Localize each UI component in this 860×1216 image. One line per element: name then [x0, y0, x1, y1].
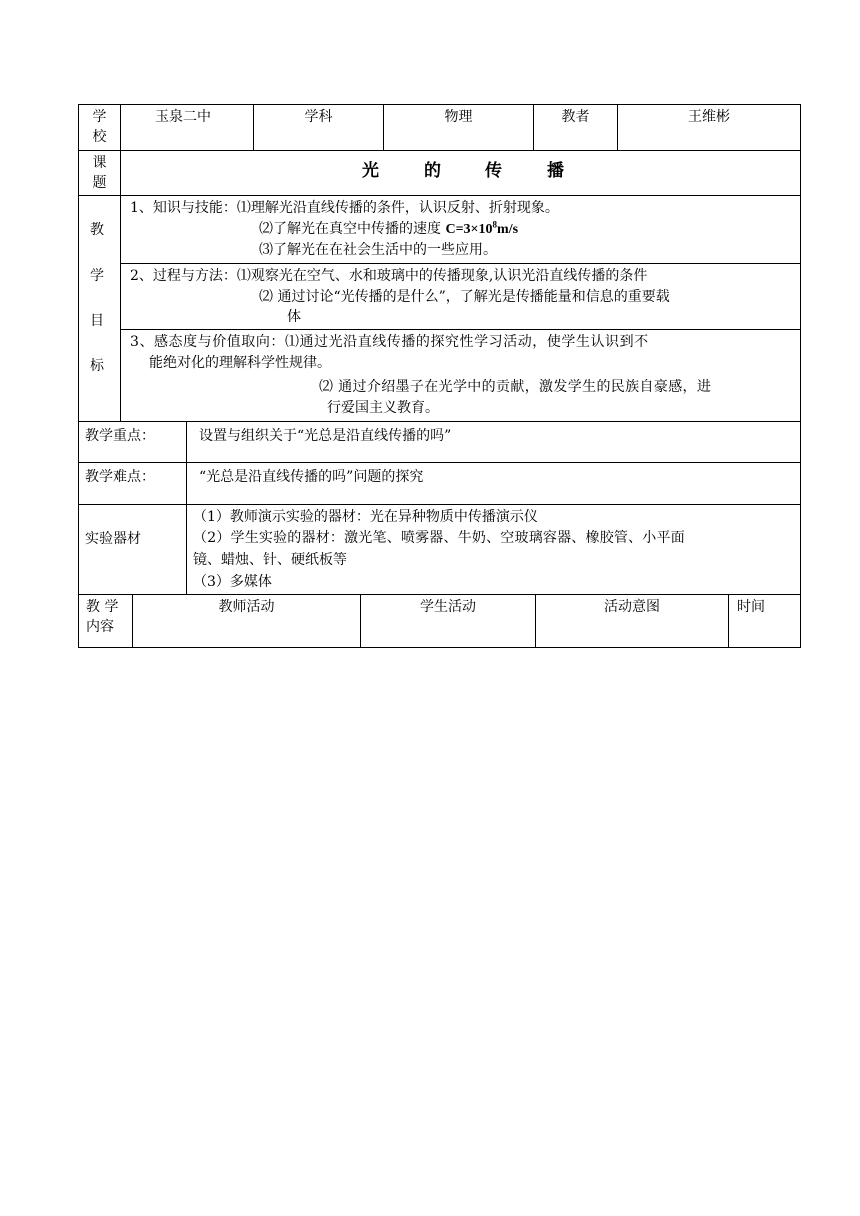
attitude-line-1: 3、感态度与价值取向：⑴通过光沿直线传播的探究性学习活动，使学生认识到不 [130, 334, 649, 350]
time-header: 时间 [737, 599, 765, 615]
subject-label: 学科 [254, 105, 384, 151]
knowledge-line-2-text: ⑵了解光在真空中传播的速度 [259, 221, 446, 237]
equipment-row [78, 505, 801, 595]
process-section [121, 264, 800, 330]
key-point-row [78, 422, 801, 463]
equipment-label: 实验器材 [79, 505, 187, 594]
difficulty-value: “光总是沿直线传播的吗”问题的探究 [199, 469, 424, 485]
objectives-label [79, 196, 121, 421]
topic-title-char-1: 光 [362, 161, 379, 181]
teacher-value: 王维彬 [688, 109, 730, 125]
process-line-2: ⑵ 通过讨论“光传播的是什么”，了解光是传播能量和信息的重要载 [259, 289, 670, 305]
objectives-label-char-4: 标 [90, 358, 104, 374]
content-label-line-1: 教 学 [86, 599, 119, 615]
process-line-1: 2、过程与方法：⑴观察光在空气、水和玻璃中的传播现象,认识光沿直线传播的条件 [130, 268, 648, 284]
header-row [78, 104, 801, 151]
equipment-line-1: （1）教师演示实验的器材：光在异种物质中传播演示仪 [193, 509, 538, 525]
objectives-row [78, 196, 801, 422]
content-header-row [78, 595, 801, 648]
key-point-value: 设置与组织关于“光总是沿直线传播的吗” [199, 428, 452, 444]
topic-title-char-4: 播 [547, 161, 564, 181]
speed-formula: C=3×10 [445, 222, 493, 237]
attitude-section [121, 330, 800, 420]
difficulty-label: 教学难点： [79, 463, 187, 504]
topic-label: 课 题 [79, 151, 121, 195]
knowledge-section [121, 196, 800, 264]
equipment-content [187, 505, 800, 594]
knowledge-line-2 [259, 219, 518, 240]
speed-exponent: 8 [492, 219, 498, 230]
teacher-label: 教者 [534, 105, 618, 151]
knowledge-line-1: 1、知识与技能：⑴理解光沿直线传播的条件，认识反射、折射现象。 [130, 200, 559, 216]
equipment-line-3: 镜、蜡烛、针、硬纸板等 [193, 552, 347, 568]
teacher-activity-header: 教师活动 [133, 595, 361, 647]
attitude-line-3: ⑵ 通过介绍墨子在光学中的贡献，激发学生的民族自豪感，进 [319, 379, 712, 395]
objectives-label-char-1: 教 [90, 222, 104, 238]
knowledge-line-3: ⑶了解光在在社会生活中的一些应用。 [259, 242, 497, 258]
difficulty-row [78, 463, 801, 505]
subject-value: 物理 [384, 105, 534, 151]
school-value: 玉泉二中 [121, 105, 254, 151]
topic-title-char-3: 传 [485, 161, 502, 181]
key-point-label: 教学重点： [79, 422, 187, 462]
equipment-line-2: （2）学生实验的器材：激光笔、喷雾器、牛奶、空玻璃容器、橡胶管、小平面 [193, 530, 685, 546]
objectives-label-char-3: 目 [90, 313, 104, 329]
attitude-line-4: 行爱国主义教育。 [327, 400, 439, 416]
content-label [79, 595, 133, 647]
attitude-line-2: 能绝对化的理解科学性规律。 [149, 355, 331, 371]
process-line-3: 体 [287, 309, 301, 325]
intent-header: 活动意图 [536, 595, 729, 647]
school-label: 学 校 [79, 105, 121, 151]
topic-title-char-2: 的 [424, 161, 441, 181]
objectives-label-char-2: 学 [90, 268, 104, 284]
speed-unit: m/s [497, 222, 519, 237]
student-activity-header: 学生活动 [361, 595, 536, 647]
equipment-line-4: （3）多媒体 [193, 574, 272, 590]
content-label-line-2: 内容 [86, 619, 114, 635]
topic-row [78, 151, 801, 196]
